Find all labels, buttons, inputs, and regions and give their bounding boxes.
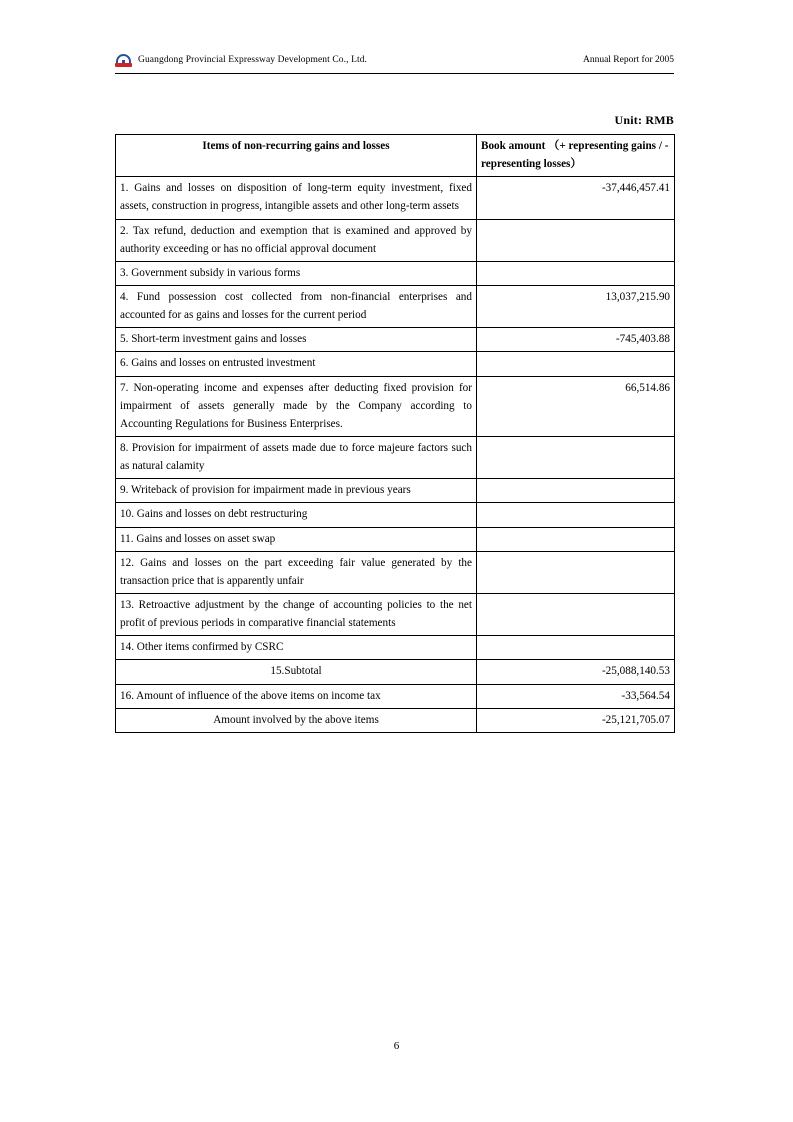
page-number: 6 bbox=[393, 1040, 400, 1052]
company-name: Guangdong Provincial Expressway Development Co., Ltd. bbox=[138, 55, 368, 65]
table-row bbox=[116, 177, 675, 219]
row-item-label: 5. Short-term investment gains and losses bbox=[116, 328, 477, 352]
table-row bbox=[116, 285, 675, 327]
row-item-label: 15.Subtotal bbox=[116, 660, 477, 684]
row-item-label: 2. Tax refund, deduction and exemption that is examined and approved by authority exceeding or has no official approval document bbox=[116, 219, 477, 261]
row-item-label: 10. Gains and losses on debt restructuring bbox=[116, 503, 477, 527]
table-row bbox=[116, 328, 675, 352]
table-body bbox=[116, 177, 675, 733]
logo-base-shape bbox=[115, 63, 132, 67]
row-book-amount: -25,121,705.07 bbox=[477, 708, 675, 732]
row-book-amount bbox=[477, 551, 675, 593]
bridge-arch-logo-icon bbox=[115, 53, 132, 68]
row-book-amount bbox=[477, 479, 675, 503]
row-book-amount: -33,564.54 bbox=[477, 684, 675, 708]
row-item-label: 7. Non-operating income and expenses after deducting fixed provision for impairment of assets generally made by the Company according to Accounting Regulations for Business Enterprises. bbox=[116, 376, 477, 436]
document-running-header bbox=[115, 50, 674, 70]
row-book-amount bbox=[477, 527, 675, 551]
table-row bbox=[116, 376, 675, 436]
row-book-amount bbox=[477, 636, 675, 660]
row-item-label: 8. Provision for impairment of assets made due to force majeure factors such as natural calamity bbox=[116, 436, 477, 478]
row-book-amount: -37,446,457.41 bbox=[477, 177, 675, 219]
row-item-label: 1. Gains and losses on disposition of long-term equity investment, fixed assets, construction in progress, intangible assets and other long-term assets bbox=[116, 177, 477, 219]
row-book-amount bbox=[477, 593, 675, 635]
row-item-label: 3. Government subsidy in various forms bbox=[116, 261, 477, 285]
non-recurring-items-table-container bbox=[115, 134, 674, 733]
table-header-row bbox=[116, 135, 675, 177]
row-item-label: 9. Writeback of provision for impairment made in previous years bbox=[116, 479, 477, 503]
row-book-amount: -25,088,140.53 bbox=[477, 660, 675, 684]
row-item-label: 14. Other items confirmed by CSRC bbox=[116, 636, 477, 660]
table-row bbox=[116, 261, 675, 285]
table-row bbox=[116, 352, 675, 376]
header-divider-rule bbox=[115, 73, 674, 74]
unit-label: Unit: RMB bbox=[614, 113, 674, 127]
row-book-amount: 66,514.86 bbox=[477, 376, 675, 436]
column-header-item: Items of non-recurring gains and losses bbox=[116, 135, 477, 177]
table-row bbox=[116, 551, 675, 593]
table-row bbox=[116, 503, 675, 527]
row-item-label: 4. Fund possession cost collected from non-financial enterprises and accounted for as gains and losses for the current period bbox=[116, 285, 477, 327]
row-book-amount: 13,037,215.90 bbox=[477, 285, 675, 327]
table-row bbox=[116, 593, 675, 635]
table-row bbox=[116, 527, 675, 551]
row-book-amount bbox=[477, 436, 675, 478]
row-book-amount bbox=[477, 261, 675, 285]
table-row bbox=[116, 479, 675, 503]
row-item-label: 13. Retroactive adjustment by the change of accounting policies to the net profit of previous periods in comparative financial statements bbox=[116, 593, 477, 635]
table-row bbox=[116, 660, 675, 684]
table-header bbox=[116, 135, 675, 177]
row-book-amount: -745,403.88 bbox=[477, 328, 675, 352]
row-book-amount bbox=[477, 503, 675, 527]
report-title: Annual Report for 2005 bbox=[582, 55, 674, 65]
column-header-amount: Book amount （+ representing gains / - representing losses） bbox=[477, 135, 675, 177]
header-left-group bbox=[115, 53, 367, 68]
row-book-amount bbox=[477, 219, 675, 261]
table-row bbox=[116, 708, 675, 732]
row-item-label: Amount involved by the above items bbox=[116, 708, 477, 732]
row-item-label: 12. Gains and losses on the part exceeding fair value generated by the transaction price that is apparently unfair bbox=[116, 551, 477, 593]
row-item-label: 6. Gains and losses on entrusted investment bbox=[116, 352, 477, 376]
table-row bbox=[116, 684, 675, 708]
table-row bbox=[116, 636, 675, 660]
row-item-label: 11. Gains and losses on asset swap bbox=[116, 527, 477, 551]
row-book-amount bbox=[477, 352, 675, 376]
non-recurring-items-table bbox=[115, 134, 675, 733]
table-row bbox=[116, 219, 675, 261]
row-item-label: 16. Amount of influence of the above items on income tax bbox=[116, 684, 477, 708]
table-row bbox=[116, 436, 675, 478]
